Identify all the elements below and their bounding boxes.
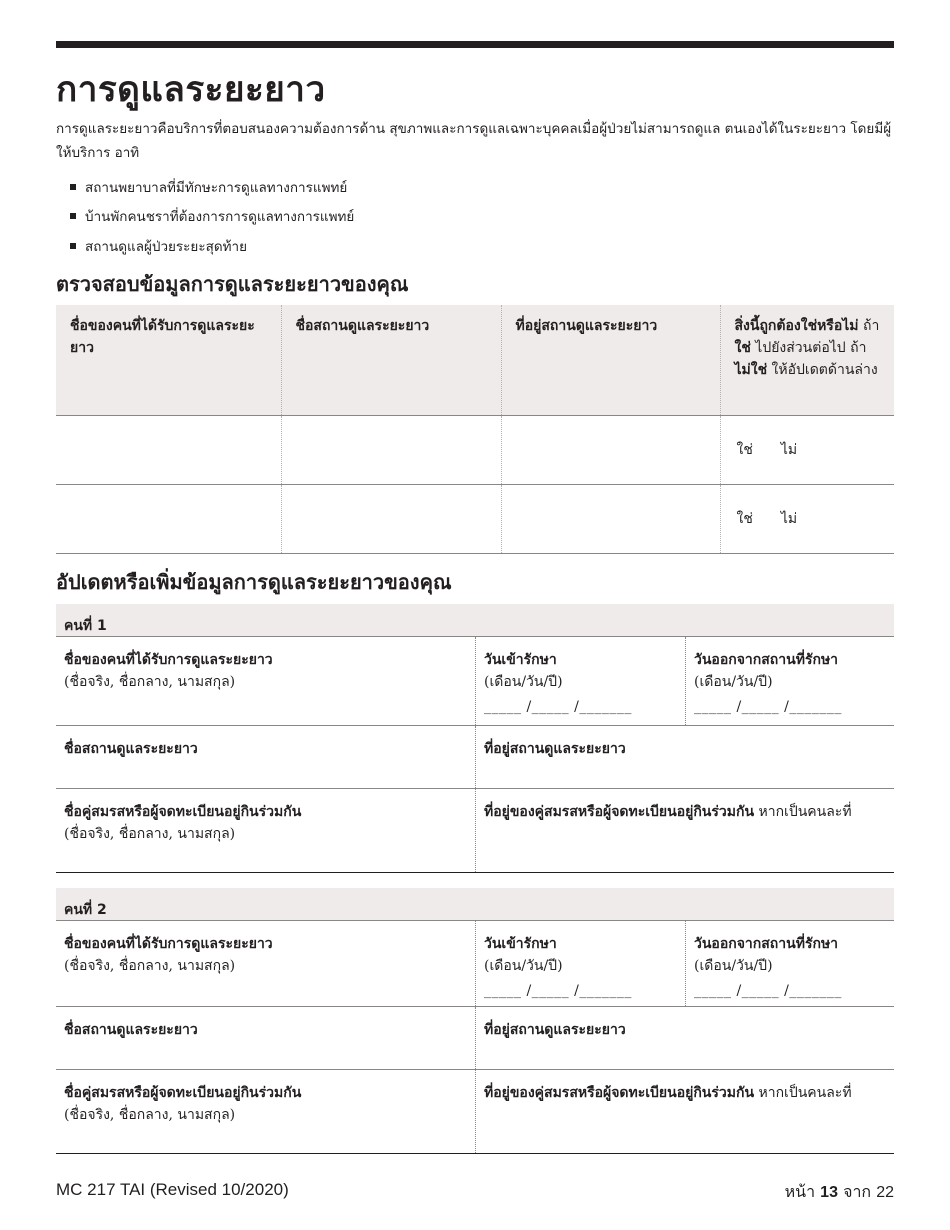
discharge-date-field[interactable]: วันออกจากสถานที่รักษา (เดือน/วัน/ปี) _____ /_____ /_______	[685, 921, 894, 1006]
square-bullet-icon	[70, 213, 76, 219]
list-item: สถานดูแลผู้ป่วยระยะสุดท้าย	[70, 231, 354, 261]
facility-address-field[interactable]: ที่อยู่สถานดูแลระยะยาว	[475, 1007, 894, 1069]
person-2-label: คนที่ 2	[56, 888, 894, 921]
facility-name-field[interactable]: ชื่อสถานดูแลระยะยาว	[64, 741, 198, 757]
facility-name-cell[interactable]	[281, 415, 501, 484]
form-id: MC 217 TAI (Revised 10/2020)	[56, 1180, 289, 1199]
spouse-address-field[interactable]: ที่อยู่ของคู่สมรสหรือผู้จดทะเบียนอยู่กินร่วมกัน หากเป็นคนละที่	[475, 789, 894, 872]
correct-choice-cell	[720, 484, 894, 553]
correct-choice-cell	[720, 415, 894, 484]
admit-date-field[interactable]: วันเข้ารักษา (เดือน/วัน/ปี) _____ /_____ /_______	[475, 921, 685, 1006]
page-title: การดูแลระยะยาว	[56, 69, 326, 110]
spouse-address-field[interactable]: ที่อยู่ของคู่สมรสหรือผู้จดทะเบียนอยู่กินร่วมกัน หากเป็นคนละที่	[475, 1070, 894, 1153]
person-1-block	[56, 604, 894, 873]
check-table	[56, 305, 894, 554]
check-section-heading: ตรวจสอบข้อมูลการดูแลระยะยาวของคุณ	[56, 272, 409, 296]
facility-address-field[interactable]: ที่อยู่สถานดูแลระยะยาว	[475, 726, 894, 788]
person-name-field[interactable]: ชื่อของคนที่ได้รับการดูแลระยะยาว (ชื่อจริง, ชื่อกลาง, นามสกุล)	[64, 652, 273, 690]
spouse-name-field[interactable]: ชื่อคู่สมรสหรือผู้จดทะเบียนอยู่กินร่วมกัน (ชื่อจริง, ชื่อกลาง, นามสกุล)	[64, 1085, 302, 1123]
table-header-row	[56, 305, 894, 415]
column-header-facility: ชื่อสถานดูแลระยะยาว	[281, 305, 501, 415]
square-bullet-icon	[70, 184, 76, 190]
page-number: หน้า 13 จาก 22	[784, 1182, 894, 1201]
admit-date-field[interactable]: วันเข้ารักษา (เดือน/วัน/ปี) _____ /_____ /_______	[475, 637, 685, 725]
person-name-cell[interactable]	[56, 415, 281, 484]
person-1-label: คนที่ 1	[56, 604, 894, 637]
facility-type-list	[70, 172, 354, 261]
no-option[interactable]: ไม่	[780, 441, 798, 458]
list-item: บ้านพักคนชราที่ต้องการการดูแลทางการแพทย์	[70, 202, 354, 232]
facility-address-cell[interactable]	[501, 484, 720, 553]
column-header-correct: สิ่งนี้ถูกต้องใช่หรือไม่ ถ้าใช่ ไปยังส่วนต่อไป ถ้าไม่ใช่ ให้อัปเดตด้านล่าง	[720, 305, 894, 415]
person-2-block	[56, 888, 894, 1154]
update-section-heading: อัปเดตหรือเพิ่มข้อมูลการดูแลระยะยาวของคุณ	[56, 570, 452, 594]
facility-name-cell[interactable]	[281, 484, 501, 553]
list-item: สถานพยาบาลที่มีทักษะการดูแลทางการแพทย์	[70, 172, 354, 202]
top-rule	[56, 41, 894, 48]
discharge-date-field[interactable]: วันออกจากสถานที่รักษา (เดือน/วัน/ปี) _____ /_____ /_______	[685, 637, 894, 725]
no-option[interactable]: ไม่	[780, 510, 798, 527]
person-name-cell[interactable]	[56, 484, 281, 553]
yes-option[interactable]: ใช่	[736, 441, 753, 458]
column-header-address: ที่อยู่สถานดูแลระยะยาว	[501, 305, 720, 415]
spouse-name-field[interactable]: ชื่อคู่สมรสหรือผู้จดทะเบียนอยู่กินร่วมกัน (ชื่อจริง, ชื่อกลาง, นามสกุล)	[64, 804, 302, 842]
table-row	[56, 484, 894, 553]
intro-paragraph: การดูแลระยะยาวคือบริการที่ตอบสนองความต้องการด้าน สุขภาพและการดูแลเฉพาะบุคคลเมื่อผู้ป่วยไม่สามารถดูแล ตนเองได้ในระยะยาว โดยมีผู้ให้บริการ อาทิ	[56, 121, 892, 161]
column-header-person: ชื่อของคนที่ได้รับการดูแลระยะยาว	[56, 305, 281, 415]
facility-name-field[interactable]: ชื่อสถานดูแลระยะยาว	[64, 1022, 198, 1038]
person-name-field[interactable]: ชื่อของคนที่ได้รับการดูแลระยะยาว (ชื่อจริง, ชื่อกลาง, นามสกุล)	[64, 936, 273, 974]
square-bullet-icon	[70, 243, 76, 249]
yes-option[interactable]: ใช่	[736, 510, 753, 527]
table-row	[56, 415, 894, 484]
facility-address-cell[interactable]	[501, 415, 720, 484]
